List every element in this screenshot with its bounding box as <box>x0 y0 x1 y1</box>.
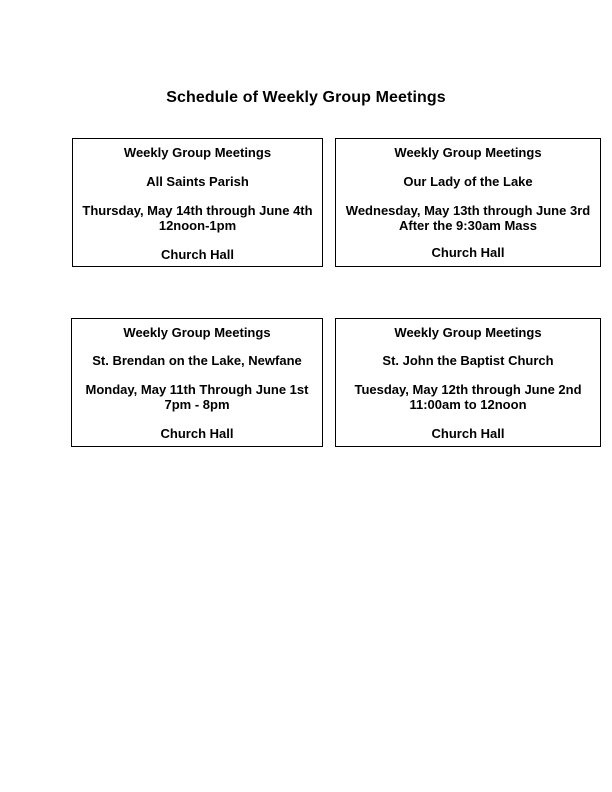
page-title: Schedule of Weekly Group Meetings <box>166 89 446 106</box>
card-location: Church Hall <box>161 247 234 262</box>
card-dates: Thursday, May 14th through June 4th <box>82 203 313 218</box>
meeting-card-st-brendan <box>71 318 323 447</box>
card-heading: Weekly Group Meetings <box>394 325 542 340</box>
card-location: Church Hall <box>431 426 505 441</box>
card-time: 12noon-1pm <box>158 218 237 233</box>
card-dates: Wednesday, May 13th through June 3rd <box>345 203 591 218</box>
card-venue: St. John the Baptist Church <box>382 353 554 368</box>
card-time: 7pm - 8pm <box>164 397 230 412</box>
card-venue: Our Lady of the Lake <box>403 174 533 189</box>
card-heading: Weekly Group Meetings <box>394 145 542 160</box>
meeting-card-st-john-the-baptist <box>335 318 601 447</box>
card-heading: Weekly Group Meetings <box>123 325 271 340</box>
meeting-card-all-saints <box>72 138 323 267</box>
card-heading: Weekly Group Meetings <box>123 145 272 160</box>
card-time: After the 9:30am Mass <box>399 218 537 233</box>
meeting-card-our-lady-of-the-lake <box>335 138 601 267</box>
card-venue: St. Brendan on the Lake, Newfane <box>92 353 302 368</box>
card-venue: All Saints Parish <box>146 174 249 189</box>
card-dates: Monday, May 11th Through June 1st <box>85 382 309 397</box>
card-location: Church Hall <box>431 245 505 260</box>
card-dates: Tuesday, May 12th through June 2nd <box>354 382 582 397</box>
card-location: Church Hall <box>160 426 234 441</box>
card-time: 11:00am to 12noon <box>409 397 527 412</box>
